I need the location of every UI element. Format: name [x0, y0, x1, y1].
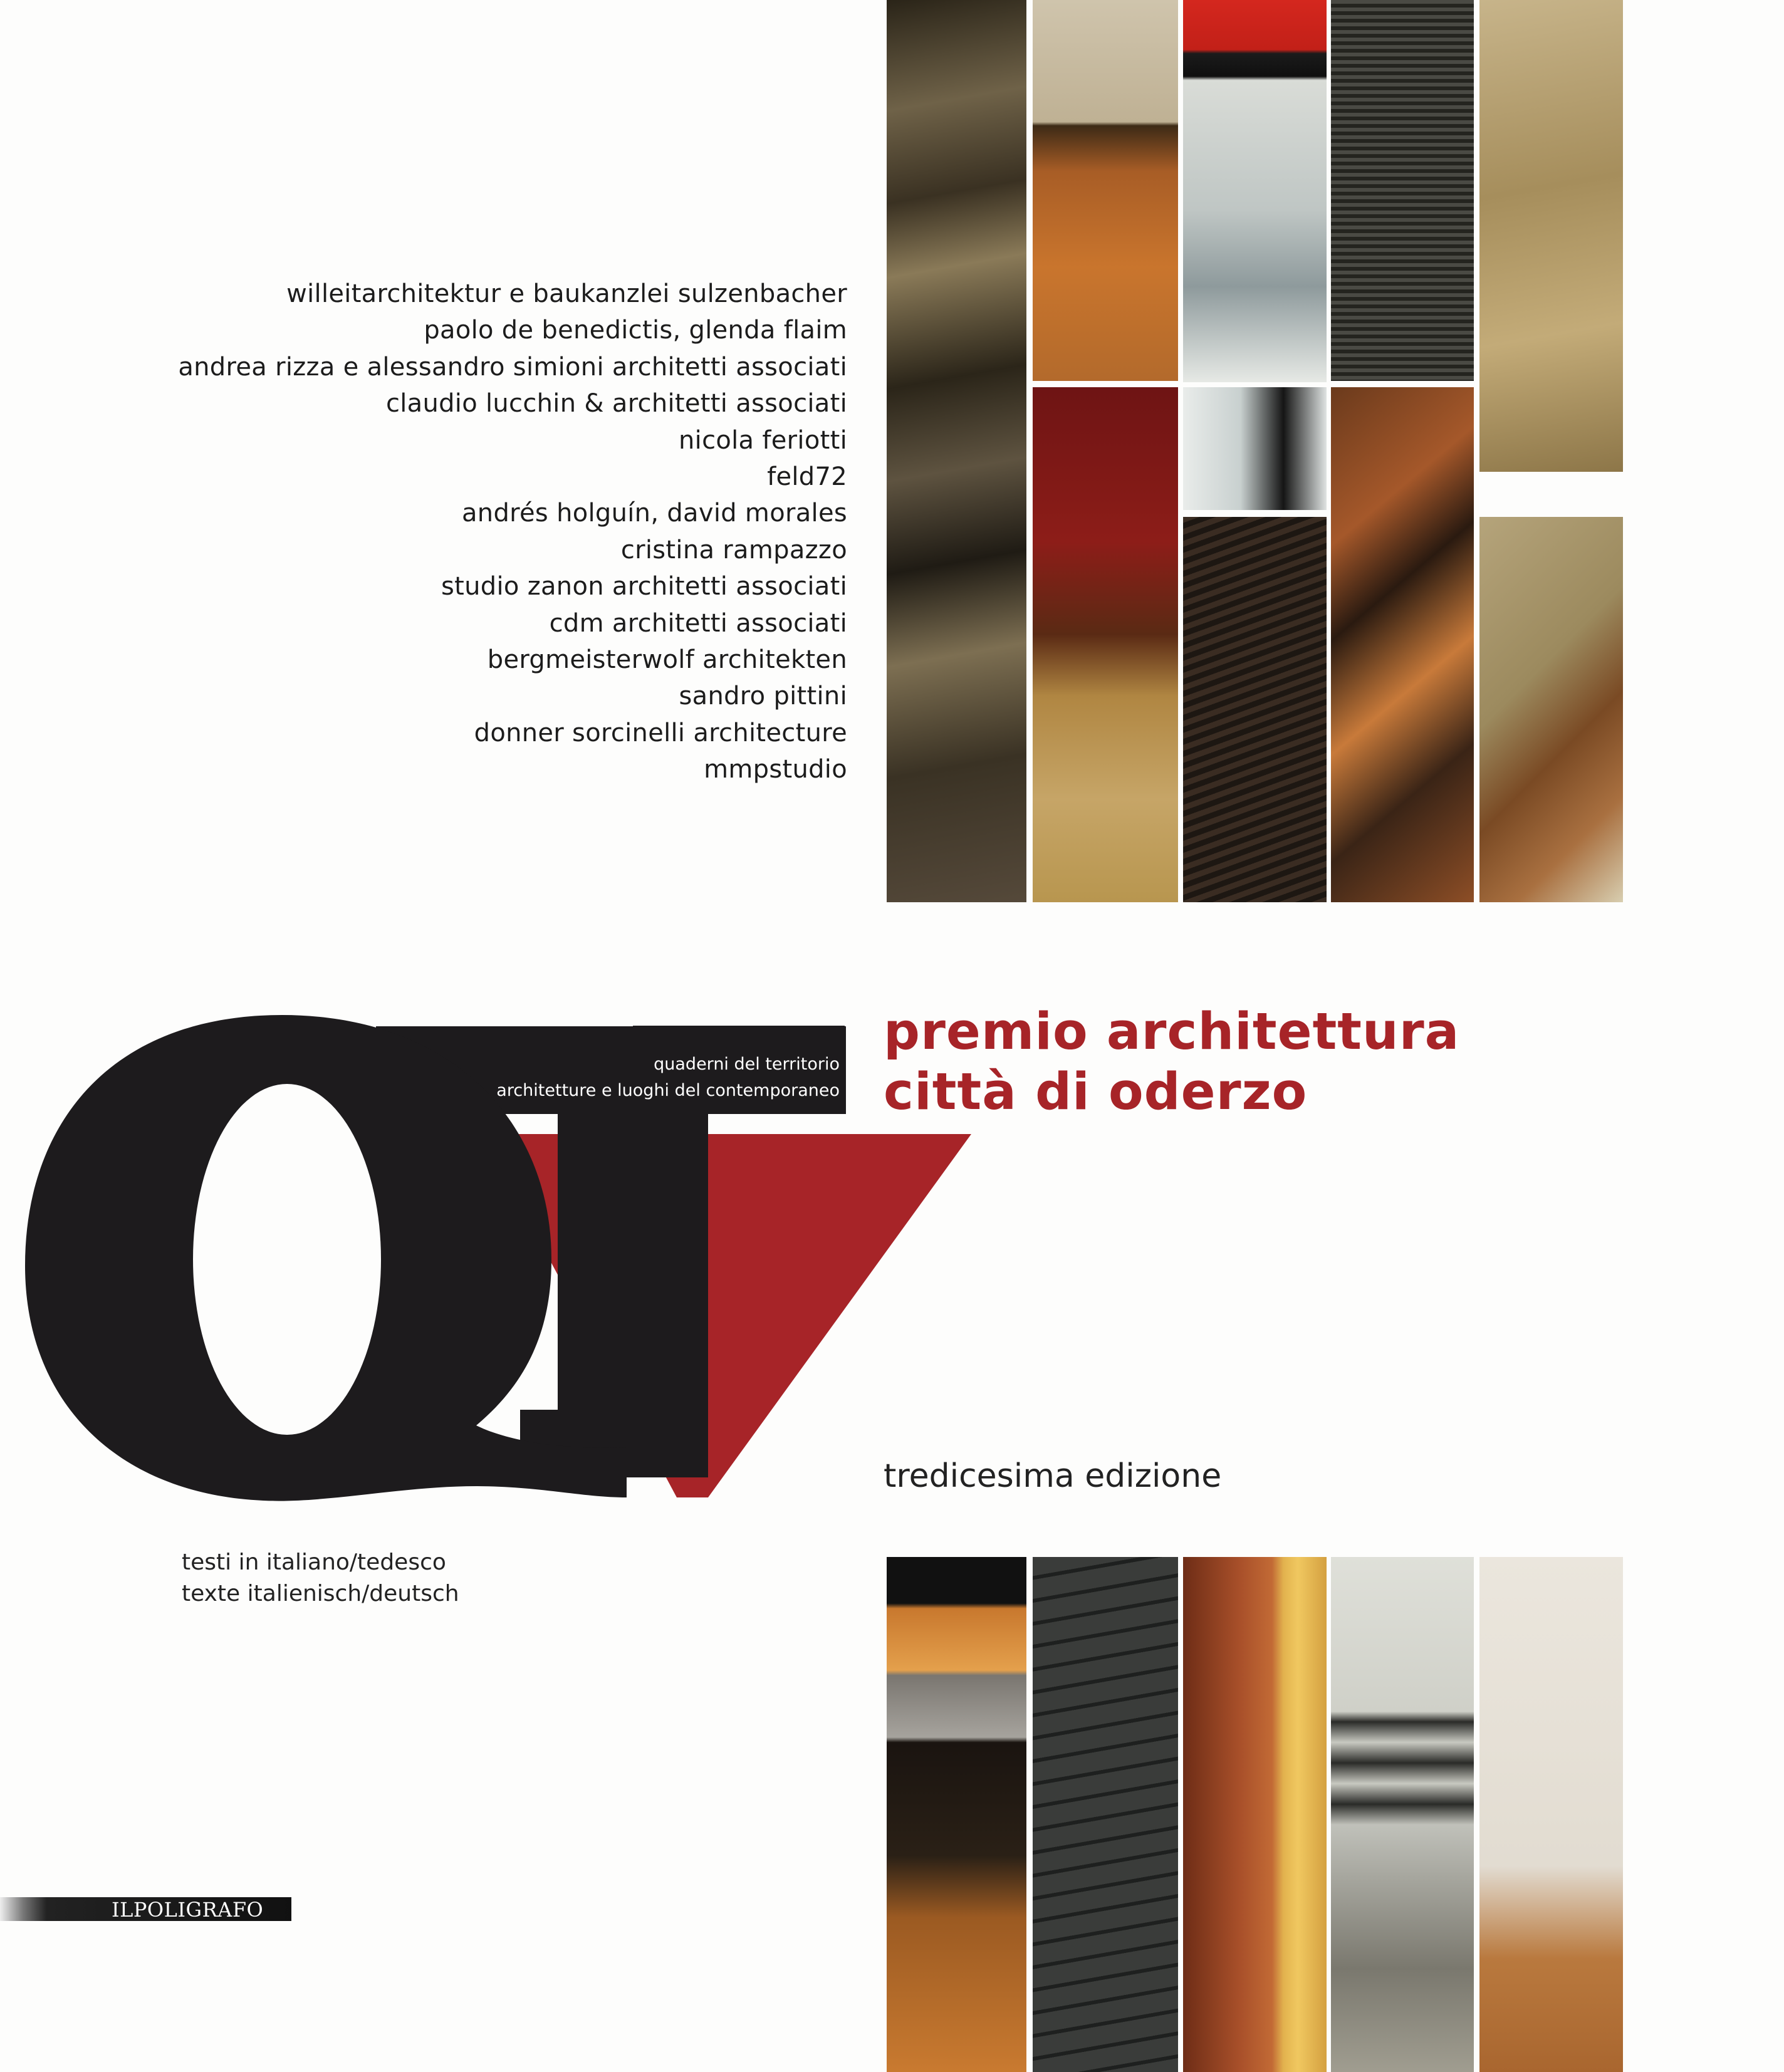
interior-floor-photo	[1479, 1557, 1623, 2072]
wood-slats-photo	[1183, 517, 1327, 902]
metal-grille-photo	[1331, 0, 1474, 381]
architect-name: mmpstudio	[704, 755, 847, 784]
architect-name: feld72	[767, 462, 847, 492]
architect-name: paolo de benedictis, glenda flaim	[424, 316, 847, 345]
wood-stone-strips-photo	[887, 1557, 1026, 2072]
red-wall-photo	[1033, 387, 1178, 902]
architect-list	[178, 276, 847, 788]
publisher-logo: ILPOLIGRAFO	[112, 1898, 264, 1922]
architect-name: andrea rizza e alessandro simioni architetti associati	[178, 352, 847, 382]
roof-beams-photo	[887, 0, 1026, 902]
architect-name: studio zanon architetti associati	[441, 572, 847, 601]
series-title: quaderni del territorio	[654, 1054, 840, 1074]
edition-label: tredicesima edizione	[884, 1457, 1222, 1495]
glass-window-photo	[1183, 387, 1327, 510]
red-panel-photo	[1183, 0, 1327, 382]
wood-corner-photo	[1033, 0, 1178, 381]
architect-name: sandro pittini	[679, 682, 847, 711]
railing-photo	[1331, 1557, 1474, 2072]
architect-name: willeitarchitektur e baukanzlei sulzenbacher	[286, 279, 847, 308]
architect-name: andrés holguín, david morales	[461, 499, 847, 528]
architect-name: donner sorcinelli architecture	[474, 718, 847, 747]
staircase-photo	[1479, 517, 1623, 902]
language-note-italian: testi in italiano/tedesco	[182, 1549, 446, 1575]
slate-shingles-photo	[1033, 1557, 1178, 2072]
architect-name: nicola feriotti	[679, 425, 847, 455]
architect-name: claudio lucchin & architetti associati	[385, 389, 847, 419]
prize-title-line1: premio architettura	[884, 1002, 1460, 1061]
prize-title-line2: città di oderzo	[884, 1063, 1308, 1122]
plaster-wall-photo	[1479, 0, 1623, 472]
language-note-german: texte italienisch/deutsch	[182, 1581, 459, 1606]
timber-frame-photo	[1331, 387, 1474, 902]
brick-corner-photo	[1183, 1557, 1327, 2072]
architect-name: cristina rampazzo	[620, 535, 847, 565]
architect-name: bergmeisterwolf architekten	[487, 645, 847, 675]
series-subtitle: architetture e luoghi del contemporaneo	[496, 1081, 840, 1100]
architect-name: cdm architetti associati	[549, 608, 847, 638]
